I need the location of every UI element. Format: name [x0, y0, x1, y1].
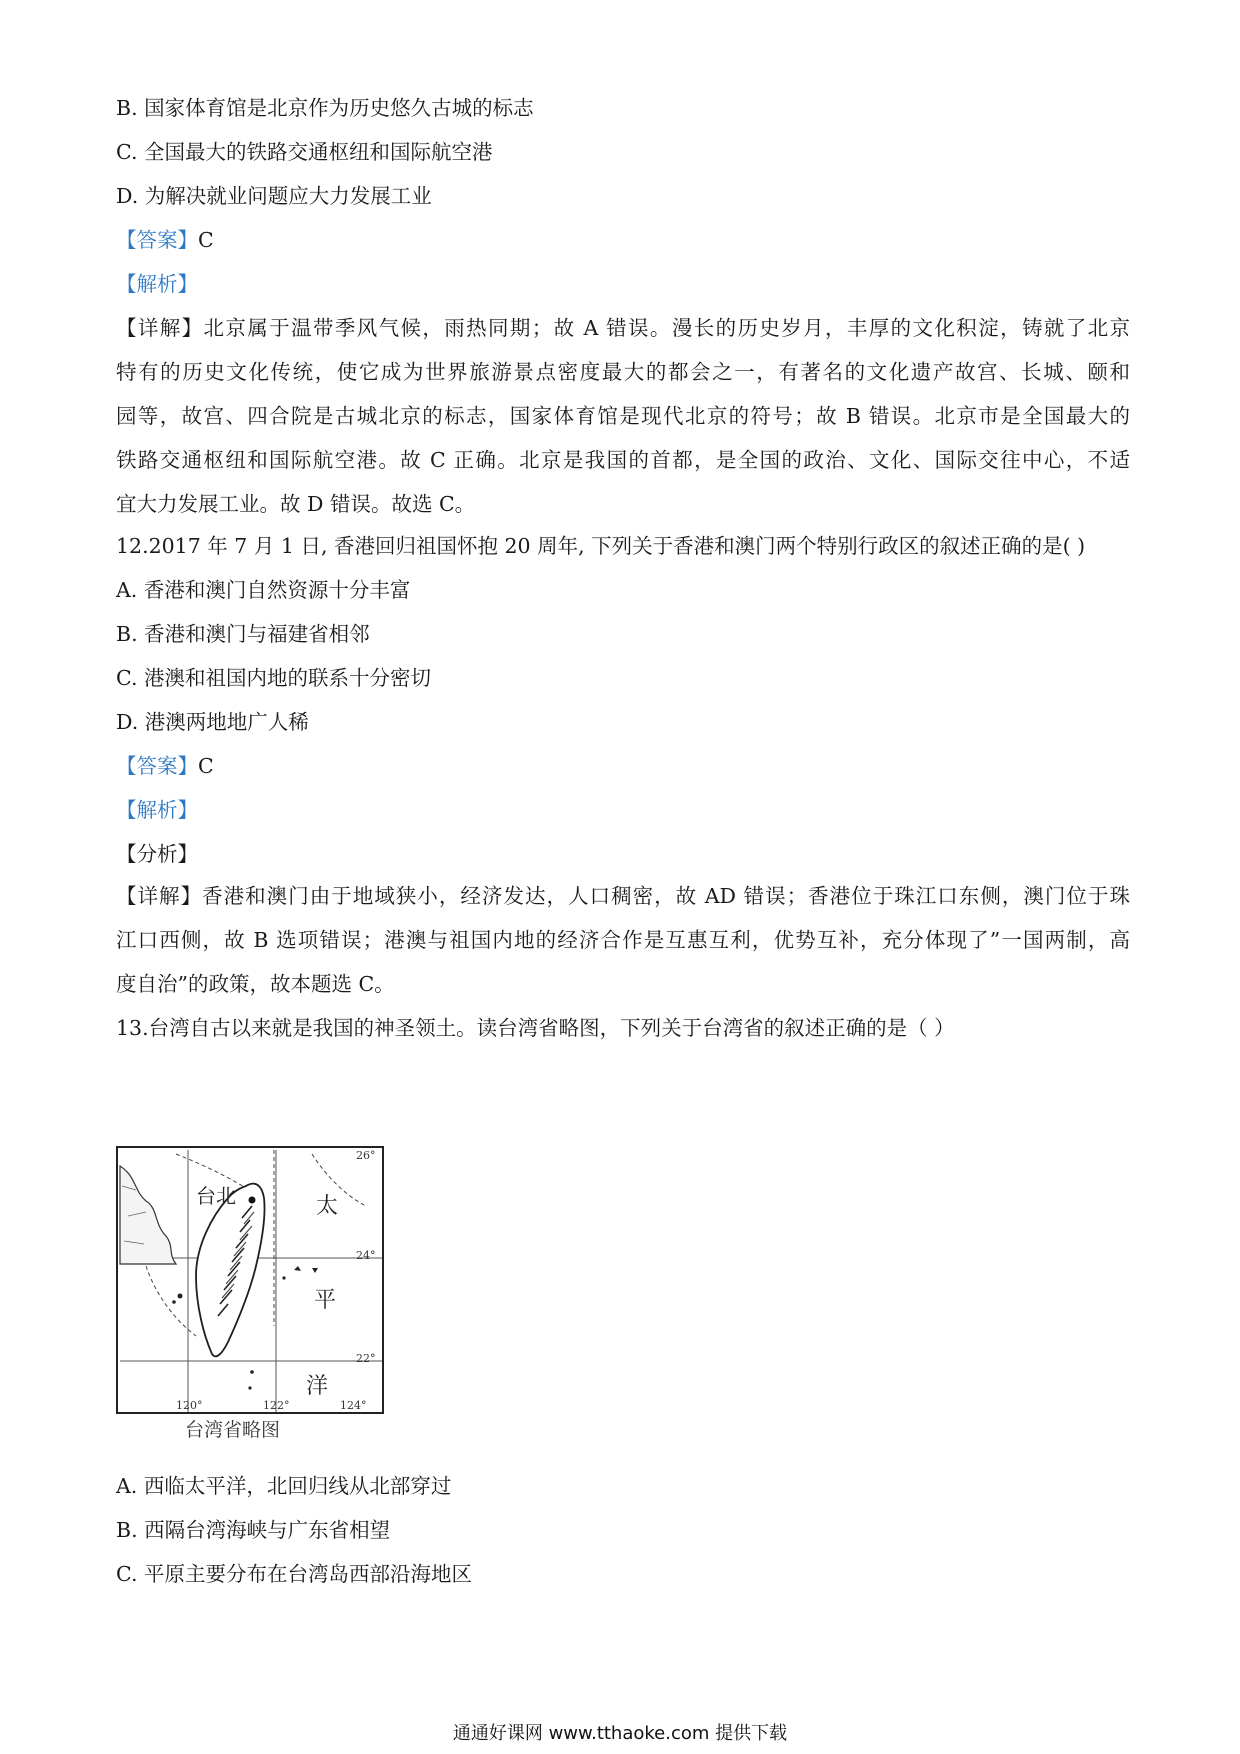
q11-option-c: C. 全国最大的铁路交通枢纽和国际航空港 [116, 140, 493, 164]
q11-detail-line: 【详解】北京属于温带季风气候，雨热同期；故 A 错误。漫长的历史岁月，丰厚的文化积淀，铸就了北京 [116, 316, 1130, 340]
lat-label: 22° [356, 1352, 376, 1365]
answer-tag: 【答案】 [116, 754, 198, 778]
map-caption: 台湾省略图 [185, 1419, 281, 1441]
q12-detail-line: 【详解】香港和澳门由于地域狭小，经济发达，人口稠密，故 AD 错误；香港位于珠江口东侧，澳门位于珠 [116, 884, 1130, 908]
q11-option-d: D. 为解决就业问题应大力发展工业 [116, 184, 432, 208]
answer-tag: 【答案】 [116, 228, 198, 252]
ocean-char: 平 [314, 1288, 337, 1313]
q12-fenxi-tag: 【分析】 [116, 842, 198, 866]
q11-detail-line: 特有的历史文化传统，使它成为世界旅游景点密度最大的都会之一，有著名的文化遗产故宫、长城、颐和 [116, 360, 1130, 384]
lon-label: 124° [340, 1399, 367, 1412]
q11-detail-line: 铁路交通枢纽和国际航空港。故 C 正确。北京是我国的首都，是全国的政治、文化、国际交往中心，不适 [116, 448, 1130, 472]
q12-answer [116, 752, 1130, 780]
taiwan-map [116, 1146, 386, 1446]
answer-value: C [198, 754, 214, 778]
q12-detail-line: 江口西侧，故 B 选项错误；港澳与祖国内地的经济合作是互惠互利，优势互补，充分体现了”一国两制，高 [116, 928, 1130, 952]
q12-option-b: B. 香港和澳门与福建省相邻 [116, 622, 370, 646]
q12-option-d: D. 港澳两地地广人稀 [116, 710, 309, 734]
ocean-char: 太 [316, 1194, 339, 1219]
q13-option-a: A. 西临太平洋，北回归线从北部穿过 [116, 1474, 452, 1498]
q12-option-c: C. 港澳和祖国内地的联系十分密切 [116, 666, 431, 690]
q13-option-b: B. 西隔台湾海峡与广东省相望 [116, 1518, 391, 1542]
q12-analysis-tag: 【解析】 [116, 798, 198, 822]
q11-detail-line: 园等，故宫、四合院是古城北京的标志，国家体育馆是现代北京的符号；故 B 错误。北京市是全国最大的 [116, 404, 1130, 428]
q13-stem: 13.台湾自古以来就是我国的神圣领土。读台湾省略图，下列关于台湾省的叙述正确的是（ ） [116, 1016, 955, 1040]
q11-answer [116, 226, 1130, 254]
lat-label: 24° [356, 1249, 376, 1262]
page-footer: 通通好课网 www.tthaoke.com 提供下载 [452, 1723, 788, 1744]
q11-analysis-tag: 【解析】 [116, 272, 198, 296]
q11-option-b: B. 国家体育馆是北京作为历史悠久古城的标志 [116, 96, 534, 120]
q12-option-a: A. 香港和澳门自然资源十分丰富 [116, 578, 411, 602]
q11-detail-line: 宜大力发展工业。故 D 错误。故选 C。 [116, 492, 476, 516]
lat-label: 26° [356, 1149, 376, 1162]
ocean-char: 洋 [306, 1374, 329, 1399]
answer-value: C [198, 228, 214, 252]
q13-option-c: C. 平原主要分布在台湾岛西部沿海地区 [116, 1562, 472, 1586]
lon-label: 122° [263, 1399, 290, 1412]
lon-label: 120° [176, 1399, 203, 1412]
city-label-taipei: 台北 [196, 1184, 236, 1208]
q12-stem: 12.2017 年 7 月 1 日, 香港回归祖国怀抱 20 周年, 下列关于香港和澳门两个特别行政区的叙述正确的是( ) [116, 534, 1086, 558]
q12-detail-line: 度自治”的政策，故本题选 C。 [116, 972, 395, 996]
